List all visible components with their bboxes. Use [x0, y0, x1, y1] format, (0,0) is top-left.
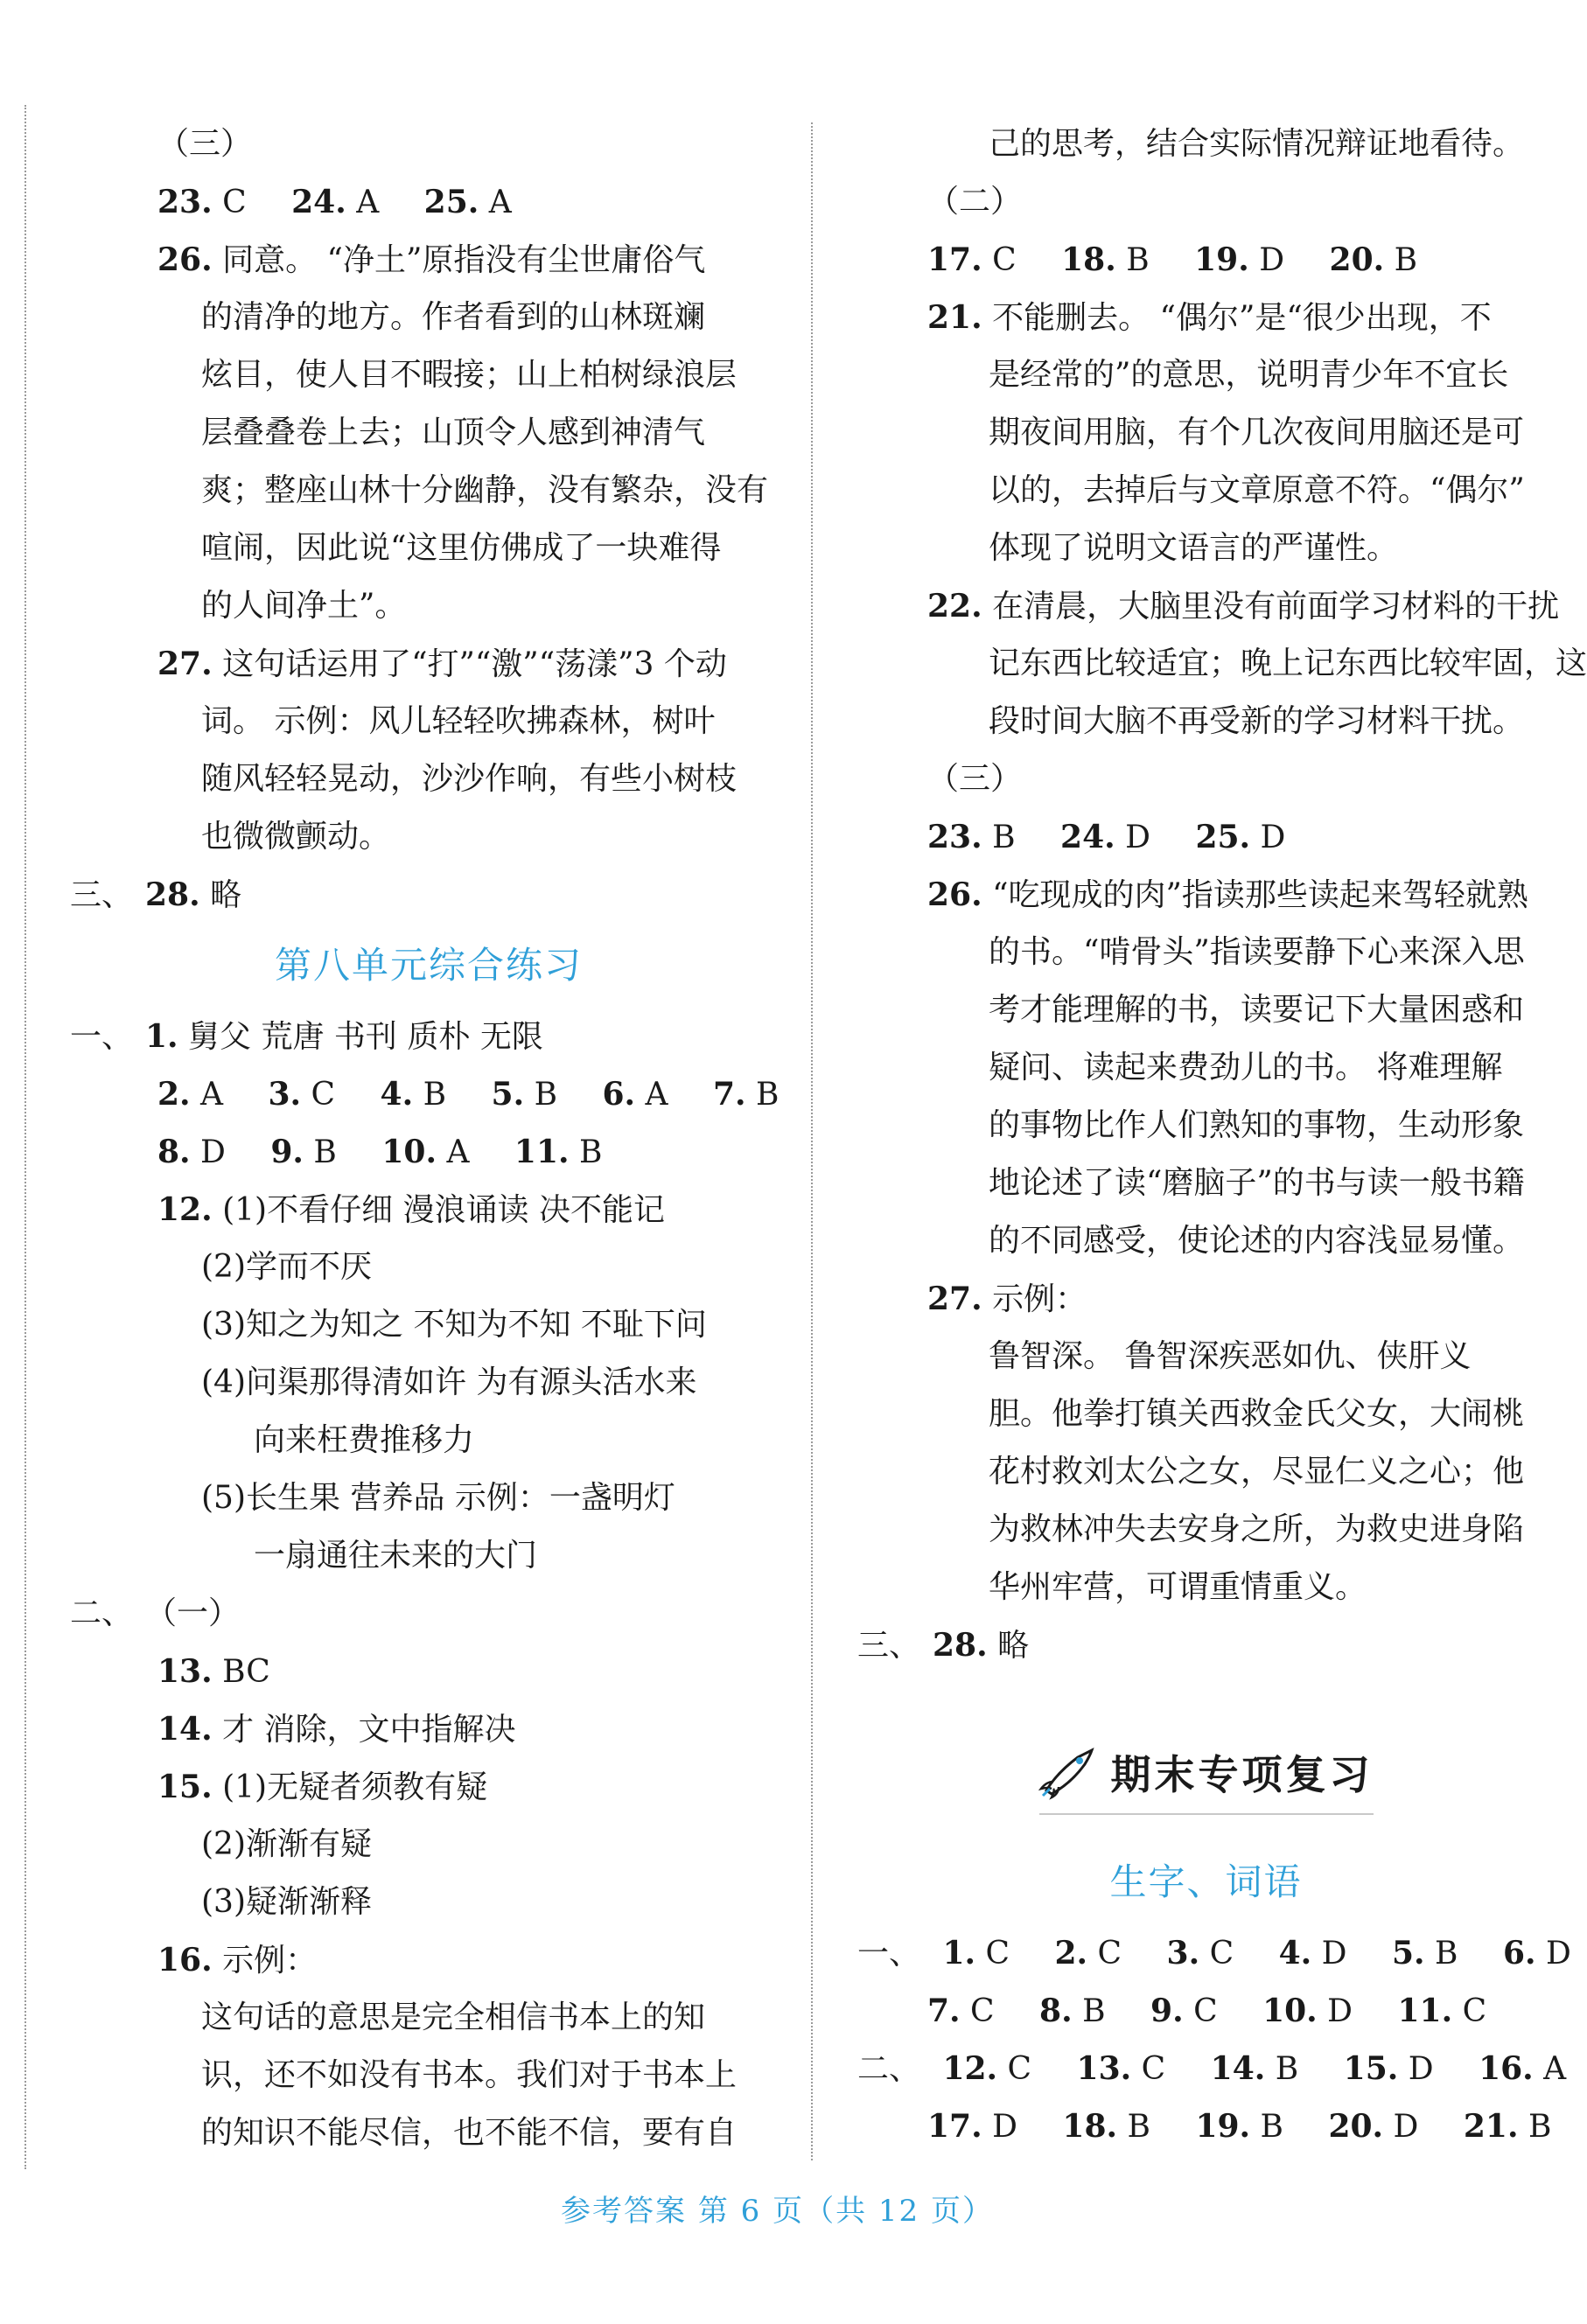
answer-26: 26. “吃现成的肉”指读那些读起来驾轻就熟 — [927, 876, 1528, 913]
binding-dotted-line — [24, 105, 26, 2169]
answer-13: 13. BC — [157, 1653, 270, 1690]
banner-title: 期末专项复习 — [1110, 1751, 1374, 1798]
text-line: 考才能理解的书，读要记下大量困惑和 — [989, 992, 1525, 1028]
answer-row: 23. C 24. A 25. A — [157, 184, 512, 220]
answer-26: 26. 同意。 “净土”原指没有尘世庸俗气 — [157, 241, 706, 278]
text-line: 随风轻轻晃动，沙沙作响，有些小树枝 — [201, 761, 738, 797]
text-line: 一扇通往未来的大门 — [254, 1538, 538, 1574]
text-line: 的人间净土”。 — [201, 588, 407, 624]
text-line: 喧闹，因此说“这里仿佛成了一块难得 — [201, 530, 722, 566]
answer-27: 27. 这句话运用了“打”“激”“荡漾”3 个动 — [157, 646, 727, 682]
text-line: (4)问渠那得清如许 为有源头活水来 — [201, 1364, 697, 1400]
section-banner — [857, 1718, 1555, 1840]
text-line: 为救林冲失去安身之所，为救史进身陷 — [989, 1511, 1525, 1547]
sub-heading: （三） — [927, 761, 1023, 797]
column-divider — [811, 122, 813, 2160]
answer-row: 2. A 3. C 4. B 5. B 6. A 7. B — [157, 1076, 780, 1113]
text-line: 的不同感受，使论述的内容浅显易懂。 — [989, 1223, 1525, 1259]
answer-row: 23. B 24. D 25. D — [927, 819, 1286, 855]
text-line: 疑问、读起来费劲儿的书。 将难理解 — [989, 1050, 1503, 1085]
sub-heading: 二、 （一） — [70, 1595, 241, 1631]
answer-22: 22. 在清晨，大脑里没有前面学习材料的干扰 — [927, 588, 1560, 625]
text-line: 词。 示例：风儿轻轻吹拂森林，树叶 — [201, 703, 716, 739]
text-line: 以的，去掉后与文章原意不符。“偶尔” — [989, 472, 1525, 508]
text-line: 华州牢营，可谓重情重义。 — [989, 1569, 1367, 1605]
answer-28: 三、 28. 略 — [70, 876, 242, 913]
text-line: 的清净的地方。作者看到的山林斑斓 — [201, 299, 706, 335]
text-line: 的事物比作人们熟知的事物，生动形象 — [989, 1107, 1525, 1143]
page-footer: 参考答案 第 6 页（共 12 页） — [561, 2194, 994, 2229]
left-column — [70, 115, 787, 2162]
text-line: 炫目，使人目不暇接；山上柏树绿浪层 — [201, 357, 738, 393]
text-line: 胆。他拳打镇关西救金氏父女，大闹桃 — [989, 1396, 1525, 1432]
text-line: 记东西比较适宜；晚上记东西比较牢固，这 — [989, 646, 1587, 681]
rocket-icon — [1039, 1747, 1095, 1797]
text-line: 花村救刘太公之女，尽显仁义之心；他 — [989, 1454, 1525, 1490]
section-subtitle: 生字、词语 — [1109, 1860, 1303, 1903]
text-line: 这句话的意思是完全相信书本上的知 — [201, 1999, 706, 2035]
text-line: 层叠叠卷上去；山顶令人感到神清气 — [201, 415, 706, 450]
answer-row: 7. C 8. B 9. C 10. D 11. C — [927, 1992, 1487, 2029]
text-line: 地论述了读“磨脑子”的书与读一般书籍 — [989, 1165, 1525, 1201]
text-line: (2)渐渐有疑 — [201, 1826, 372, 1862]
answer-12: 12. (1)不看仔细 漫浪诵读 决不能记 — [157, 1191, 665, 1228]
answer-1: 一、 1. 舅父 荒唐 书刊 质朴 无限 — [70, 1018, 543, 1055]
answer-row: 17. D 18. B 19. B 20. D 21. B — [927, 2108, 1552, 2145]
right-column — [857, 115, 1587, 2155]
unit-title: 第八单元综合练习 — [274, 944, 583, 987]
text-line: 是经常的”的意思，说明青少年不宜长 — [989, 357, 1509, 393]
answer-16: 16. 示例： — [157, 1942, 318, 1979]
answer-15: 15. (1)无疑者须教有疑 — [157, 1769, 488, 1805]
answer-27: 27. 示例： — [927, 1281, 1087, 1317]
answer-row: 17. C 18. B 19. D 20. B — [927, 241, 1418, 278]
text-line: 的知识不能尽信，也不能不信，要有自 — [201, 2115, 738, 2151]
text-line: 期夜间用脑，有个几次夜间用脑还是可 — [989, 415, 1525, 450]
text-line: (3)知之为知之 不知为不知 不耻下问 — [201, 1307, 707, 1343]
text-line: 鲁智深。 鲁智深疾恶如仇、侠肝义 — [989, 1338, 1472, 1374]
text-line: 爽；整座山林十分幽静，没有繁杂，没有 — [201, 472, 769, 508]
answer-21: 21. 不能删去。 “偶尔”是“很少出现，不 — [927, 299, 1492, 336]
text-line: 段时间大脑不再受新的学习材料干扰。 — [989, 703, 1525, 739]
answer-row: 二、 12. C 13. C 14. B 15. D 16. A — [857, 2050, 1567, 2087]
text-line: 己的思考，结合实际情况辩证地看待。 — [989, 126, 1525, 162]
answer-row: 一、 1. C 2. C 3. C 4. D 5. B 6. D — [857, 1935, 1571, 1972]
text-line: 体现了说明文语言的严谨性。 — [989, 530, 1399, 566]
text-line: 向来枉费推移力 — [254, 1422, 475, 1458]
answer-28: 三、 28. 略 — [857, 1627, 1030, 1664]
sub-heading: （二） — [927, 184, 1023, 220]
answer-row: 8. D 9. B 10. A 11. B — [157, 1134, 603, 1170]
text-line: 识，还不如没有书本。我们对于书本上 — [201, 2057, 738, 2093]
text-line: 也微微颤动。 — [201, 819, 391, 855]
text-line: (5)长生果 营养品 示例：一盏明灯 — [201, 1480, 675, 1516]
sub-heading: （三） — [157, 126, 253, 162]
text-line: 的书。“啃骨头”指读要静下心来深入思 — [989, 934, 1525, 970]
text-line: (2)学而不厌 — [201, 1249, 372, 1285]
text-line: (3)疑渐渐释 — [201, 1884, 372, 1920]
answer-14: 14. 才 消除，文中指解决 — [157, 1711, 516, 1748]
